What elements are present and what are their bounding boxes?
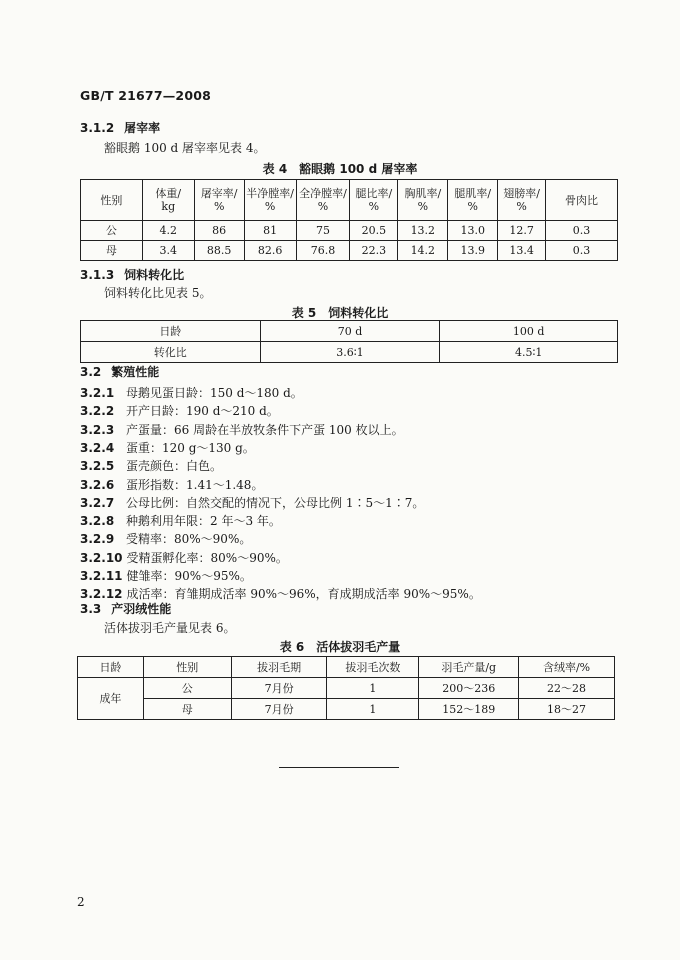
table-cell: 13.4 [498, 241, 546, 261]
list-item [80, 568, 252, 584]
table-cell: 22～28 [519, 678, 615, 699]
list-item-text: 受精蛋孵化率：80%～90%。 [126, 550, 288, 565]
table-6-caption: 表 6 活体拔羽毛产量 [279, 640, 401, 654]
section-title: 饲料转化比 [124, 268, 185, 282]
table-header-cell: 半净膛率/ % [244, 180, 296, 221]
list-item-number: 3.2.4 [80, 440, 115, 455]
table-cell: 7月份 [231, 678, 327, 699]
list-item-text: 蛋形指数：1.41～1.48。 [126, 477, 264, 492]
table-cell: 公 [143, 678, 231, 699]
table-cell: 14.2 [398, 241, 448, 261]
table-header-cell: 胸肌率/ % [398, 180, 448, 221]
list-item [80, 403, 279, 419]
page-number: 2 [77, 895, 85, 909]
list-item-text: 种鹅利用年限：2 年～3 年。 [126, 514, 281, 529]
table-cell: 7月份 [231, 699, 327, 720]
section-3-1-3-body: 饲料转化比见表 5。 [104, 286, 212, 300]
section-3-1-2-body: 豁眼鹅 100 d 屠宰率见表 4。 [104, 141, 266, 155]
table-cell: 13.2 [398, 221, 448, 241]
list-item-text: 健雏率：90%～95%。 [126, 569, 252, 583]
table-cell: 12.7 [498, 221, 546, 241]
list-item [80, 385, 303, 401]
table-cell: 4.2 [142, 221, 194, 241]
list-item [80, 440, 255, 456]
table-cell: 4.5∶1 [440, 342, 618, 363]
list-item [80, 458, 222, 474]
table-cell: 母 [81, 241, 143, 261]
list-item [80, 495, 424, 511]
table-header-cell: 日龄 [78, 657, 144, 678]
list-item-text: 蛋重：120 g～130 g。 [126, 440, 255, 455]
section-title: 屠宰率 [124, 121, 161, 135]
table-header-cell: 性别 [81, 180, 143, 221]
section-3-3-body: 活体拔羽毛产量见表 6。 [104, 621, 236, 635]
table-header-row [78, 657, 615, 678]
table-4-caption: 表 4 豁眼鹅 100 d 屠宰率 [262, 162, 418, 176]
table-cell: 1 [327, 678, 419, 699]
table-cell: 152～189 [419, 699, 519, 720]
list-item-number: 3.2.1 [80, 386, 115, 400]
table-cell: 日龄 [81, 321, 261, 342]
table-header-cell: 性别 [143, 657, 231, 678]
section-3-3-heading [80, 601, 171, 617]
list-item [80, 422, 404, 438]
table-header-cell: 全净膛率/ % [296, 180, 350, 221]
table-cell: 22.3 [350, 241, 398, 261]
list-item [80, 550, 288, 566]
table-row [81, 221, 618, 241]
table-row [81, 342, 618, 363]
table-5-caption: 表 5 饲料转化比 [291, 306, 389, 320]
footer-rule [279, 767, 399, 768]
table-header-cell: 骨肉比 [546, 180, 618, 221]
list-item-text: 受精率：80%～90%。 [126, 532, 252, 547]
list-item-text: 公母比例：自然交配的情况下，公母比例 1∶5～1∶7。 [126, 495, 425, 510]
table-cell: 18～27 [519, 699, 615, 720]
section-number: 3.2 [80, 365, 102, 379]
table-cell: 75 [296, 221, 350, 241]
table-row [81, 321, 618, 342]
table-cell: 转化比 [81, 342, 261, 363]
table-cell: 81 [244, 221, 296, 241]
table-header-row [81, 180, 618, 221]
table-cell: 82.6 [244, 241, 296, 261]
list-item-number: 3.2.12 [80, 587, 123, 602]
table-cell: 13.0 [448, 221, 498, 241]
section-number: 3.1.2 [80, 121, 115, 135]
section-number: 3.1.3 [80, 268, 115, 282]
section-number: 3.3 [80, 602, 102, 616]
list-item [80, 586, 481, 602]
table-cell: 1 [327, 699, 419, 720]
table-cell: 88.5 [194, 241, 244, 261]
list-item [80, 531, 251, 547]
table-cell: 公 [81, 221, 143, 241]
table-header-cell: 翅膀率/ % [498, 180, 546, 221]
table-cell: 100 d [440, 321, 618, 342]
table-cell: 200～236 [419, 678, 519, 699]
table-header-cell: 腿肌率/ % [448, 180, 498, 221]
list-item-number: 3.2.6 [80, 477, 115, 492]
table-row [81, 241, 618, 261]
table-header-cell: 拔羽毛期 [231, 657, 327, 678]
list-item-text: 产蛋量：66 周龄在半放牧条件下产蛋 100 枚以上。 [126, 422, 404, 437]
list-item [80, 477, 263, 493]
list-item-number: 3.2.9 [80, 532, 115, 547]
table-group-cell: 成年 [78, 678, 144, 720]
table-cell: 76.8 [296, 241, 350, 261]
list-item-text: 成活率：育雏期成活率 90%～96%，育成期成活率 90%～95%。 [126, 587, 481, 602]
section-title: 繁殖性能 [111, 365, 160, 379]
table-6-feather-yield [77, 656, 615, 720]
table-5-feed-conversion [80, 320, 618, 363]
table-cell: 20.5 [350, 221, 398, 241]
table-header-cell: 体重/ kg [142, 180, 194, 221]
table-header-cell: 羽毛产量/g [419, 657, 519, 678]
section-title: 产羽绒性能 [111, 602, 172, 616]
table-cell: 3.4 [142, 241, 194, 261]
section-3-2-heading [80, 364, 159, 380]
table-row [78, 699, 615, 720]
table-header-cell: 屠宰率/ % [194, 180, 244, 221]
table-cell: 13.9 [448, 241, 498, 261]
table-cell: 70 d [260, 321, 440, 342]
list-item-text: 开产日龄：190 d～210 d。 [126, 404, 279, 419]
section-3-1-2-heading [80, 120, 160, 136]
table-cell: 3.6∶1 [260, 342, 440, 363]
table-cell: 母 [143, 699, 231, 720]
table-header-cell: 腿比率/ % [350, 180, 398, 221]
list-item-number: 3.2.8 [80, 514, 115, 529]
list-item-number: 3.2.2 [80, 404, 115, 419]
table-row [78, 678, 615, 699]
table-cell: 0.3 [546, 221, 618, 241]
table-cell: 0.3 [546, 241, 618, 261]
list-item [80, 513, 281, 529]
list-item-text: 母鹅见蛋日龄：150 d～180 d。 [126, 386, 303, 400]
table-header-cell: 拔羽毛次数 [327, 657, 419, 678]
list-item-number: 3.2.3 [80, 422, 115, 437]
list-item-text: 蛋壳颜色：白色。 [126, 459, 223, 474]
list-item-number: 3.2.11 [80, 569, 123, 583]
list-item-number: 3.2.7 [80, 495, 115, 510]
table-header-cell: 含绒率/% [519, 657, 615, 678]
table-cell: 86 [194, 221, 244, 241]
list-item-number: 3.2.5 [80, 459, 115, 474]
list-item-number: 3.2.10 [80, 550, 123, 565]
standard-code: GB/T 21677—2008 [80, 88, 212, 103]
table-4-slaughter-rate [80, 179, 618, 261]
section-3-1-3-heading [80, 267, 184, 283]
